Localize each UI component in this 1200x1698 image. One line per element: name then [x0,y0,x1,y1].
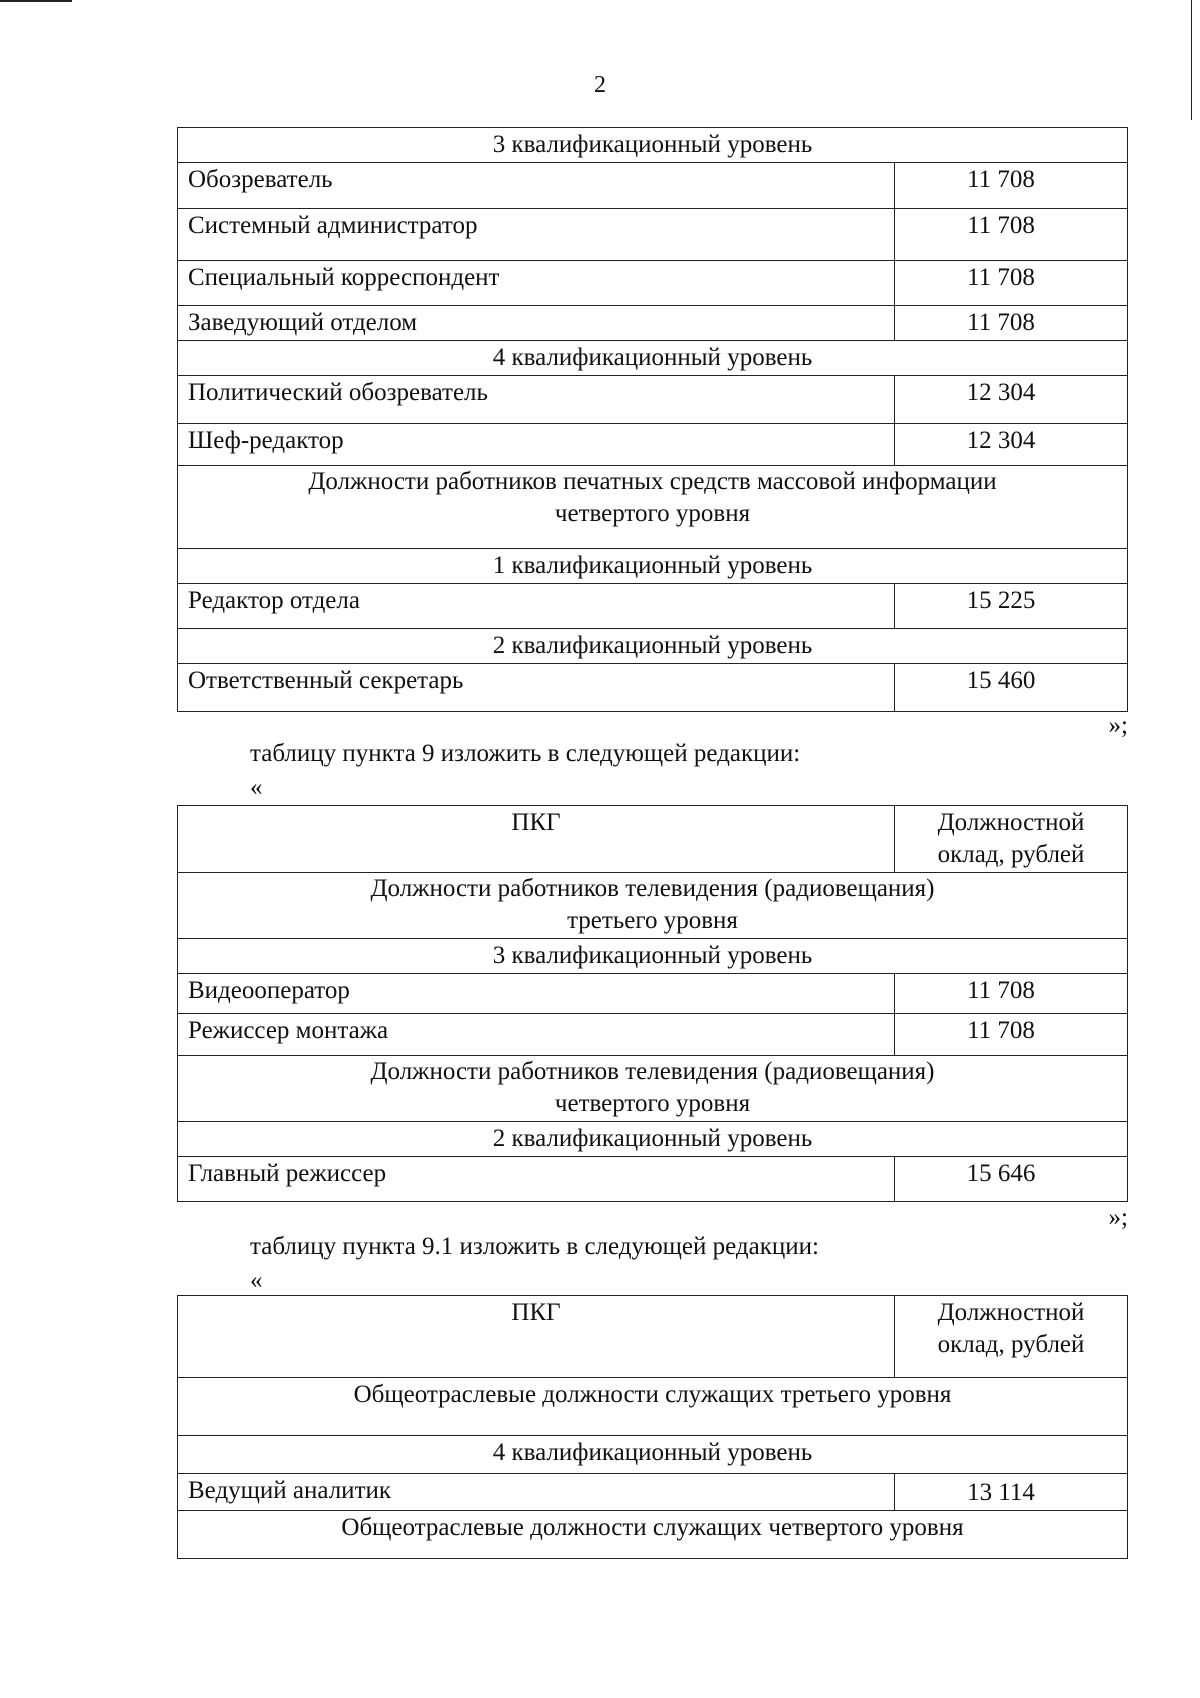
table-row [178,974,1128,1014]
table-header-row [178,1296,1128,1378]
table-row [178,376,1128,424]
right-scan-edge [1191,0,1193,120]
opening-quote: « [250,1267,263,1294]
position-name: Политический обозреватель [178,376,895,424]
column-header-salary: Должностной оклад, рублей [895,806,1128,873]
table-row [178,664,1128,712]
qualification-level-header: 2 квалификационный уровень [178,629,1128,664]
salary-value: 11 708 [895,974,1128,1014]
table-row [178,1511,1128,1559]
position-name: Видеооператор [178,974,895,1014]
table-row [178,163,1128,209]
column-header-pkg: ПКГ [178,806,895,873]
table-row [178,873,1128,939]
position-name: Шеф-редактор [178,424,895,466]
qualification-level-header: 2 квалификационный уровень [178,1122,1128,1157]
table-row [178,1056,1128,1122]
position-name: Специальный корреспондент [178,261,895,306]
table-row [178,466,1128,549]
salary-value: 11 708 [895,209,1128,261]
salary-value: 15 646 [895,1157,1128,1202]
instruction-paragraph: таблицу пункта 9 изложить в следующей редакции: [250,740,801,767]
salary-value: 12 304 [895,376,1128,424]
top-left-scan-mark [0,0,72,2]
salary-value: 12 304 [895,424,1128,466]
qualification-level-header: 1 квалификационный уровень [178,549,1128,584]
qualification-level-header: 4 квалификационный уровень [178,1436,1128,1474]
instruction-paragraph: таблицу пункта 9.1 изложить в следующей редакции: [250,1233,819,1260]
table-row [178,1436,1128,1474]
position-name: Обозреватель [178,163,895,209]
page-number: 2 [594,72,606,98]
opening-quote: « [250,774,263,801]
position-group-header: Должности работников печатных средств массовой информации четвертого уровня [178,466,1128,549]
table-row [178,1378,1128,1436]
salary-table-television [177,805,1128,1202]
table-row [178,261,1128,306]
salary-value: 11 708 [895,1014,1128,1056]
position-group-header: Должности работников телевидения (радиовещания) четвертого уровня [178,1056,1128,1122]
table-row [178,209,1128,261]
column-header-pkg: ПКГ [178,1296,895,1378]
position-name: Режиссер монтажа [178,1014,895,1056]
salary-value: 13 114 [895,1474,1128,1511]
table-row [178,1122,1128,1157]
salary-value: 11 708 [895,261,1128,306]
table-row [178,1014,1128,1056]
salary-table-general [177,1295,1128,1559]
position-group-header: Общеотраслевые должности служащих четвертого уровня [178,1511,1128,1559]
salary-table-media [177,127,1128,712]
closing-quote: »; [1108,1204,1128,1231]
table-row [178,1157,1128,1202]
table-header-row [178,806,1128,873]
table-row [178,584,1128,629]
salary-value: 15 225 [895,584,1128,629]
salary-value: 11 708 [895,306,1128,341]
table-row [178,424,1128,466]
table-row [178,1474,1128,1511]
position-name: Ответственный секретарь [178,664,895,712]
qualification-level-header: 3 квалификационный уровень [178,128,1128,163]
position-group-header: Должности работников телевидения (радиовещания) третьего уровня [178,873,1128,939]
qualification-level-header: 3 квалификационный уровень [178,939,1128,974]
position-group-header: Общеотраслевые должности служащих третьего уровня [178,1378,1128,1436]
table-row [178,306,1128,341]
table-row [178,341,1128,376]
qualification-level-header: 4 квалификационный уровень [178,341,1128,376]
salary-value: 11 708 [895,163,1128,209]
position-name: Главный режиссер [178,1157,895,1202]
table-row [178,939,1128,974]
column-header-salary: Должностной оклад, рублей [895,1296,1128,1378]
position-name: Ведущий аналитик [178,1474,895,1511]
salary-value: 15 460 [895,664,1128,712]
position-name: Системный администратор [178,209,895,261]
position-name: Редактор отдела [178,584,895,629]
closing-quote: »; [1108,712,1128,739]
table-row [178,549,1128,584]
position-name: Заведующий отделом [178,306,895,341]
table-row [178,629,1128,664]
table-row [178,128,1128,163]
